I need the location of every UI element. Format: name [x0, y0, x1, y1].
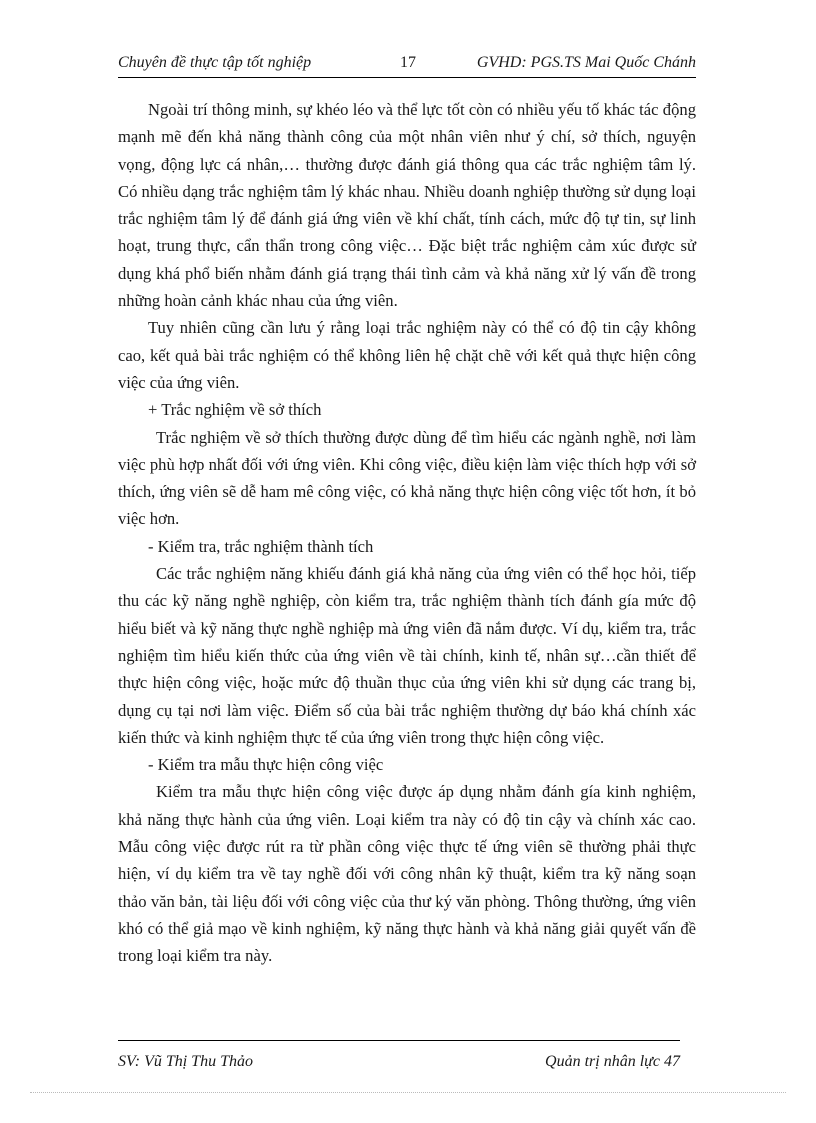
footer-student-name: SV: Vũ Thị Thu Thảo — [118, 1053, 253, 1070]
heading-achievement-tests: - Kiểm tra, trắc nghiệm thành tích — [148, 536, 374, 556]
header-divider — [118, 77, 696, 78]
header-supervisor: GVHD: PGS.TS Mai Quốc Chánh — [476, 54, 696, 71]
paragraph-achievement-tests: Các trắc nghiệm năng khiếu đánh giá khả năng của ứng viên có thể học hỏi, tiếp thu các kỹ năng nghề nghiệp, còn kiểm tra, trắc nghiệm thành tích đánh gía mức độ hiểu biết và kỹ năng thực nghề nghiệp mà ứng viên đã nắm được. Ví dụ, kiểm tra, trắc nghiệm tìm hiểu kiến thức của ứng viên về tài chính, kinh tế, nhân sự…cần thiết để thực hiện công việc, hoặc mức độ thuần thục của ứng viên khi sử dụng các trang bị, dụng cụ tại nơi làm việc. Điểm số của bài trắc nghiệm thường dự báo khá chính xác kiến thức và kinh nghiệm thực tế của ứng viên trong thực hiện công việc. — [118, 564, 696, 747]
heading-work-sample-tests: - Kiểm tra mẫu thực hiện công việc — [148, 755, 384, 775]
footer-class-name: Quản trị nhân lực 47 — [545, 1053, 680, 1070]
header-page-number: 17 — [400, 54, 416, 71]
paragraph-psychological-tests: Ngoài trí thông minh, sự khéo léo và thể lực tốt còn có nhiều yếu tố khác tác động mạnh mẽ đến khả năng thành công của một nhân viên như ý chí, sở thích, nguyện vọng, động lực cá nhân,… thường được đánh giá thông qua các trắc nghiệm tâm lý. Có nhiều dạng trắc nghiệm tâm lý khác nhau. Nhiều doanh nghiệp thường sử dụng loại trắc nghiệm tâm lý để đánh giá ứng viên về khí chất, tính cách, mức độ tự tin, sự linh hoạt, trung thực, cẩn thẩn trong công việc… Đặc biệt trắc nghiệm cảm xúc được sử dụng khá phổ biến nhằm đánh giá trạng thái tình cảm và khả năng xử lý vấn đề trong những hoàn cảnh khác nhau của ứng viên. — [118, 100, 696, 311]
page-bottom-dotted-line — [30, 1092, 786, 1093]
paragraph-interest-tests: Trắc nghiệm về sở thích thường được dùng để tìm hiểu các ngành nghề, nơi làm việc phù hợp nhất đối với ứng viên. Khi công việc, điều kiện làm việc thích hợp với sở thích, ứng viên sẽ dễ ham mê công việc, có khả năng thực hiện công việc tốt hơn, ít bỏ việc hơn. — [118, 427, 696, 529]
page-footer — [118, 1040, 680, 1081]
paragraph-work-sample-tests: Kiểm tra mẫu thực hiện công việc được áp dụng nhằm đánh gía kinh nghiệm, khả năng thực hành của ứng viên. Loại kiểm tra này có độ tin cậy và chính xác cao. Mẫu công việc được rút ra từ phần công việc thực tế ứng viên sẽ thường phải thực hiện, ví dụ kiểm tra về tay nghề đối với công nhân kỹ thuật, kiểm tra kỹ năng soạn thảo văn bản, tài liệu đối với công việc của thư ký văn phòng. Thông thường, ứng viên khó có thể giả mạo về kinh nghiệm, kỹ năng thực hành và khả năng giải quyết vấn đề trong loại kiểm tra này. — [118, 782, 696, 966]
header-document-title: Chuyên đề thực tập tốt nghiệp — [118, 54, 312, 71]
page-header — [118, 50, 696, 78]
heading-interest-tests: + Trắc nghiệm về sở thích — [148, 400, 322, 420]
paragraph-reliability-note: Tuy nhiên cũng cần lưu ý rằng loại trắc nghiệm này có thể có độ tin cậy không cao, kết quả bài trắc nghiệm có thể không liên hệ chặt chẽ với kết quả thực hiện công việc của ứng viên. — [118, 318, 696, 392]
page-body — [118, 96, 696, 970]
